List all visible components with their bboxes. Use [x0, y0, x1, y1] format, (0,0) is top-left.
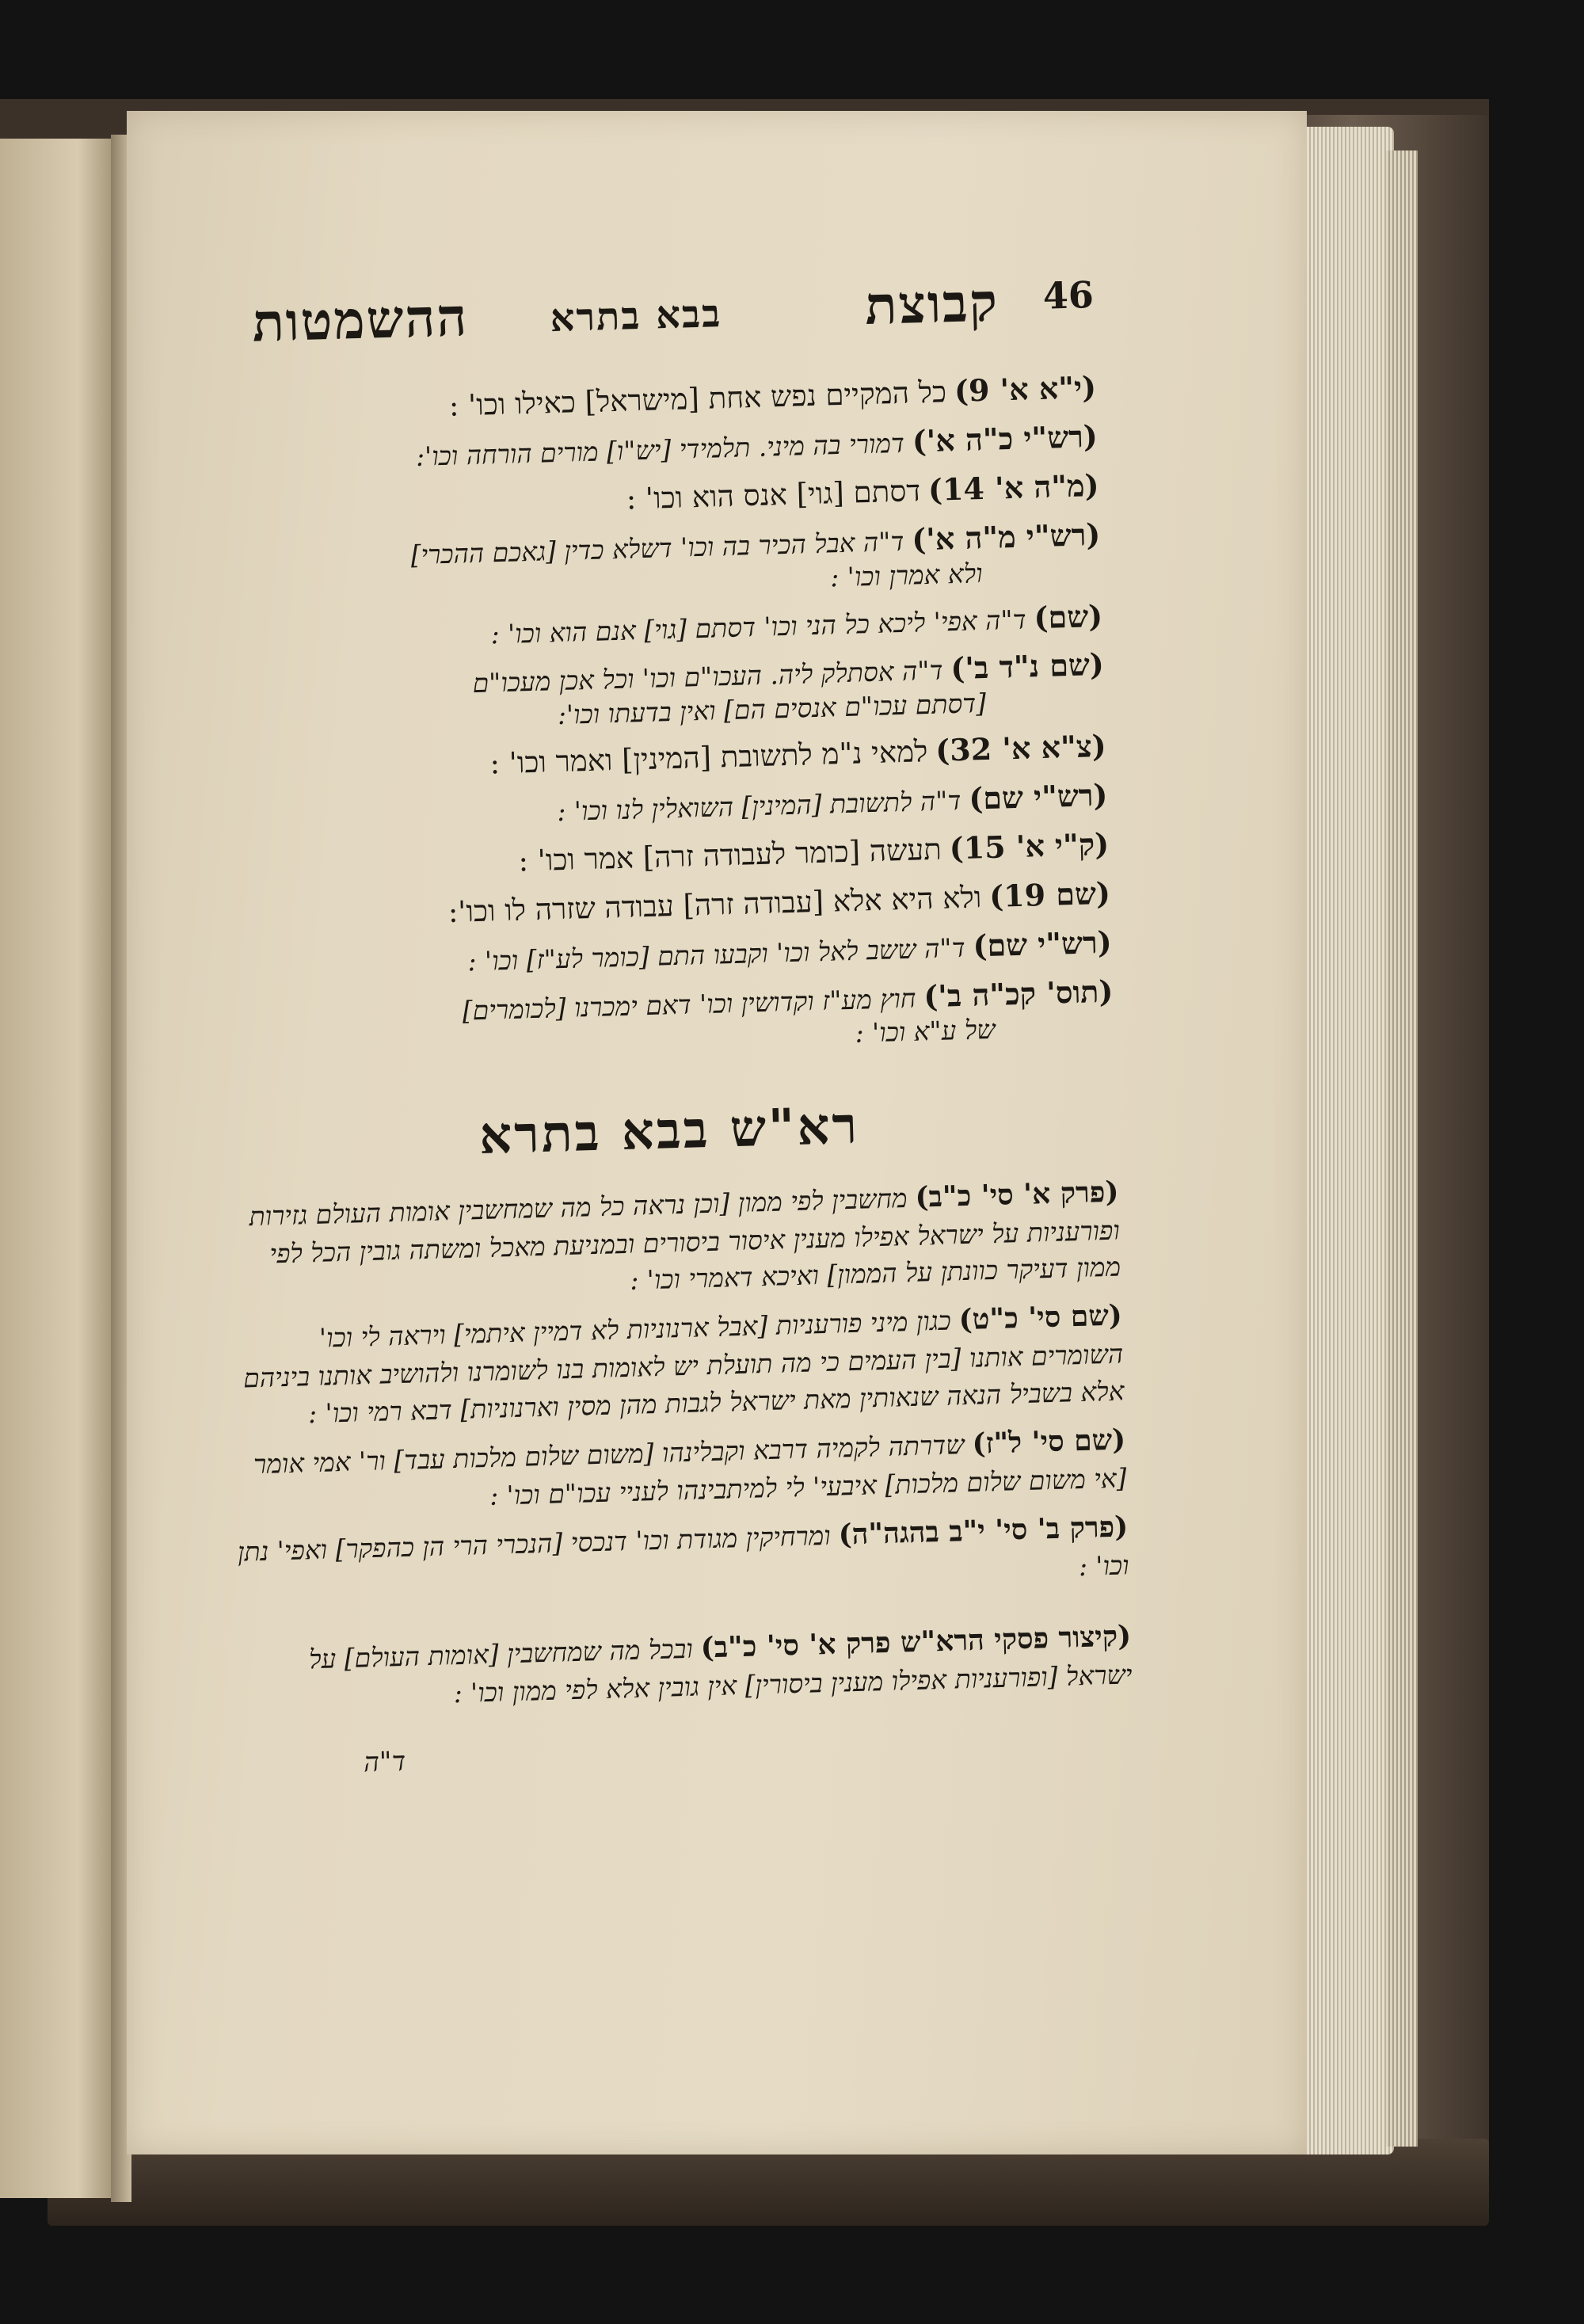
entry-text: למאי נ"מ לתשובת [המינין] ואמר וכו' :: [489, 734, 928, 781]
page-edges-stack-outer: [1386, 150, 1418, 2147]
entry-reference: (רש"י שם): [972, 924, 1113, 964]
entry-reference: (תוס' קכ"ה ב'): [923, 973, 1114, 1015]
paragraph: [223, 1172, 1121, 1311]
entry-text: ד"ה ששב לאל וכו' וקבעו התם [כומר לע"ז] וכו' :: [466, 932, 966, 977]
entry-text: חוץ מע"ז וקדושין וכו' דאם ימכרנו [לכומרים]: [462, 982, 916, 1027]
entry-reference: (רש"י כ"ה א'): [912, 418, 1099, 459]
facing-left-page: [0, 139, 111, 2198]
paragraph-reference: (שם סי' ל"ז): [971, 1423, 1126, 1461]
gemara-entries-list: [201, 368, 1114, 1068]
section-title: רא"ש בבא בתרא: [478, 1095, 860, 1166]
entry-reference: (י"א א' 9): [954, 368, 1097, 409]
paragraph: [230, 1420, 1127, 1522]
paragraph-text: ומרחיקין מגודת וכו' דנכסי [הנכרי הרי הן כהפקר] ואפי' נתן וכו' :: [237, 1520, 1130, 1583]
entry-reference: (שם): [1033, 597, 1103, 635]
entry-text: תעשה [כומר לעבודה זרה] אמר וכו' :: [517, 832, 942, 878]
entry-text: כל המקיים נפש אחת [מישראל] כאילו וכו' :: [448, 375, 947, 423]
entry-line: [205, 516, 1102, 611]
entry-line: [218, 972, 1114, 1067]
entry-text: ד"ה אסתלק ליה. העכו"ם וכו' וכל אכן מעכו"ם: [472, 654, 944, 699]
entry-reference: (שם נ"ד ב'): [950, 646, 1105, 687]
paragraph-reference: (שם סי' כ"ט): [958, 1298, 1123, 1337]
entry-reference: (ק"י א' 15): [949, 825, 1110, 867]
paragraph-reference: (פרק א' סי' כ"ב): [914, 1175, 1119, 1214]
entry-text: ד"ה לתשובת [המינין] השואלין לנו וכו' :: [556, 785, 961, 828]
catchword: ד"ה: [363, 1746, 406, 1779]
page-content: [198, 273, 1134, 1782]
header-title-word-1: קבוצת: [864, 271, 1000, 337]
paragraph: [233, 1507, 1129, 1610]
entry-reference: (רש"י מ"ה א'): [911, 516, 1101, 558]
header-title-word-3: ההשמטות: [251, 286, 470, 354]
entry-continuation: [דסתם עכו"ם אנסים הם] ואין בדעתו וכו':: [557, 687, 987, 730]
header-tractate-name: בבא בתרא: [549, 291, 723, 341]
page-number: 46: [1042, 273, 1095, 318]
entry-reference: (מ"ה א' 14): [927, 467, 1100, 508]
paragraph: [227, 1296, 1125, 1435]
paragraph-reference: (פרק ב' סי' י"ב בהגה"ה): [838, 1510, 1129, 1552]
entry-reference: (צ"א א' 32): [935, 727, 1107, 768]
entry-line: [209, 646, 1106, 741]
paragraph-text: שדרתה לקמיה דרבא וקבלינהו [משום שלום מלכות עבד] ור' אמי אומר [אי משום שלום מלכות] איבעי' לי למיתבינהו לעניי עכו"ם וכו' :: [253, 1429, 1128, 1512]
entry-continuation: של ע"א וכו' :: [854, 1014, 996, 1050]
entry-text: ד"ה אפי' ליכא כל הני וכו' דסתם [גוי] אנם הוא וכו' :: [489, 604, 1027, 650]
paragraph-text: ובכל מה שמחשבין [אומות העולם] על ישראל [ופורעניות אפילו מענין ביסורין] אין גובין אלא לפי ממון וכו' :: [308, 1633, 1133, 1709]
paragraph-reference: (קיצור פסקי הרא"ש פרק א' סי' כ"ב): [700, 1619, 1132, 1665]
entry-text: ולא היא אלא [עבודה זרה] עבודה שזרה לו וכו':: [447, 880, 982, 930]
entry-text: ד"ה אבל הכיר בה וכו' דשלא כדין [גאכם ההכרי]: [410, 525, 904, 571]
entry-reference: (רש"י שם): [968, 777, 1109, 817]
entry-continuation: ולא אמרן וכו' :: [829, 557, 984, 592]
entry-reference: (שם 19): [988, 874, 1111, 914]
entry-text: דמורי בה מיני. תלמידי [יש"ו] מורים הורחה וכו':: [415, 427, 905, 473]
entry-text: דסתם [גוי] אנס הוא וכו' :: [626, 473, 921, 516]
paragraph-text: כגון מיני פורעניות [אבל ארנוניות לא דמיין איתמי] ויראה לי וכו' השומרים אותנו [בין העמים כי מה תועלת יש לאומות בנו לשומרנו ולהושיב אותנו ביניהם אלא בשביל הנאה שנאותין מאת ישראל לגבות מהן מסין וארנוניות] דבא רמי וכו' :: [242, 1305, 1125, 1430]
rosh-paragraphs: [223, 1172, 1133, 1719]
paragraph-text: מחשבין לפי ממון [וכן נראה כל מה שמחשבין אומות העולם גזירות ופורעניות על ישראל אפילו מענין איסור ביסורים ובמניעת מאכל ומשתה גובין הכל לפי ממון דעיקר כוונתן על הממון] ואיכא דאמרי וכו' :: [249, 1182, 1121, 1297]
